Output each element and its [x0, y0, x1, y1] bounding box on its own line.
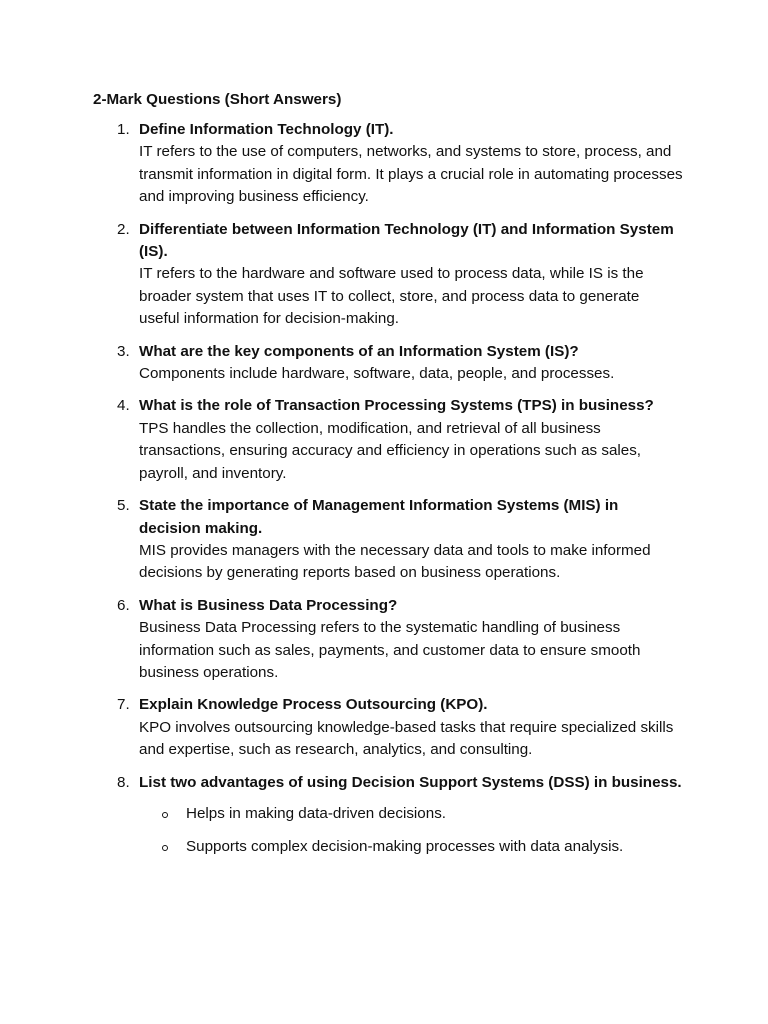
question-answer: TPS handles the collection, modification, and retrieval of all business transactions, ensuring accuracy and efficiency in operations such as sales, payroll, and inventory.	[139, 419, 642, 482]
hollow-bullet-icon	[162, 845, 168, 851]
question-item	[0, 694, 768, 761]
question-answer: Components include hardware, software, data, people, and processes.	[139, 365, 615, 383]
question-number: 2.	[117, 220, 130, 238]
bullet-list	[139, 803, 684, 859]
question-number: 1.	[117, 121, 130, 138]
question-answer: IT refers to the hardware and software used to process data, while IS is the broader system that uses IT to collect, store, and process data to generate useful information for decision-making.	[139, 265, 644, 328]
question-answer: IT refers to the use of computers, networks, and systems to store, process, and transmit information in digital form. It plays a crucial role in automating processes and improving business efficiency.	[139, 143, 683, 206]
question-title: What are the key components of an Information System (IS)?	[139, 342, 579, 360]
question-number: 5.	[117, 497, 130, 515]
section-heading: 2-Mark Questions (Short Answers)	[93, 91, 342, 108]
list-item	[139, 836, 684, 858]
bullet-text: Helps in making data-driven decisions.	[186, 804, 447, 822]
question-title: State the importance of Management Information Systems (MIS) in decision making.	[139, 497, 619, 537]
question-list	[0, 119, 768, 870]
question-number: 3.	[117, 342, 130, 360]
question-number: 8.	[117, 773, 130, 791]
hollow-bullet-icon	[162, 812, 168, 818]
question-item	[0, 395, 768, 485]
question-title: Differentiate between Information Technology (IT) and Information System (IS).	[139, 220, 674, 261]
question-answer: KPO involves outsourcing knowledge-based tasks that require specialized skills and expertise, such as research, analytics, and consulting.	[139, 718, 674, 759]
question-title: Define Information Technology (IT).	[139, 121, 394, 138]
question-item	[0, 772, 768, 859]
list-item	[139, 803, 684, 825]
question-item	[0, 341, 768, 386]
question-item	[0, 595, 768, 685]
question-item	[0, 219, 768, 331]
question-number: 7.	[117, 696, 130, 714]
question-answer: MIS provides managers with the necessary data and tools to make informed decisions by generating reports based on business operations.	[139, 541, 651, 582]
bullet-text: Supports complex decision-making processes with data analysis.	[186, 838, 624, 856]
question-number: 4.	[117, 397, 130, 415]
question-title: List two advantages of using Decision Support Systems (DSS) in business.	[139, 773, 682, 791]
question-number: 6.	[117, 596, 130, 614]
question-answer: Business Data Processing refers to the systematic handling of business information such as sales, payments, and customer data to ensure smooth business operations.	[139, 619, 641, 681]
question-item	[0, 119, 768, 209]
question-title: What is the role of Transaction Processing Systems (TPS) in business?	[139, 397, 654, 415]
question-item	[0, 495, 768, 585]
question-title: What is Business Data Processing?	[139, 596, 398, 614]
question-title: Explain Knowledge Process Outsourcing (KPO).	[139, 696, 488, 714]
